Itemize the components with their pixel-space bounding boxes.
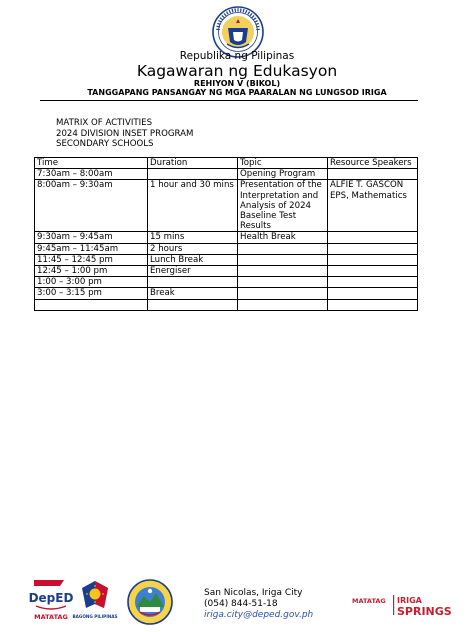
table-cell (328, 288, 418, 299)
header-office: TANGGAPANG PANSANGAY NG MGA PAARALAN NG LUNGSOD IRIGA (87, 88, 387, 97)
table-cell: 1 hour and 30 mins (148, 180, 238, 232)
table-row (35, 254, 418, 265)
table-row (35, 232, 418, 243)
table-cell (328, 243, 418, 254)
table-cell (238, 288, 328, 299)
table-row (35, 277, 418, 288)
table-cell: Health Break (238, 232, 328, 243)
table-cell: Presentation of the Interpretation and Analysis of 2024 Baseline Test Results (238, 180, 328, 232)
table-row (35, 169, 418, 180)
table-cell (238, 243, 328, 254)
table-cell (238, 254, 328, 265)
table-header-cell: Duration (148, 158, 238, 169)
table-cell: Energiser (148, 266, 238, 277)
table-cell (328, 266, 418, 277)
table-cell (328, 232, 418, 243)
table-cell (148, 169, 238, 180)
table-header-cell: Topic (238, 158, 328, 169)
bagong-pilipinas-logo-icon (72, 578, 118, 622)
table-cell: Lunch Break (148, 254, 238, 265)
table-row (35, 180, 418, 232)
table-cell (238, 277, 328, 288)
table-cell: 2 hours (148, 243, 238, 254)
header-region: REHIYON V (BIKOL) (193, 79, 281, 88)
header-divider (40, 100, 418, 101)
table-cell: Opening Program (238, 169, 328, 180)
table-cell: 11:45 – 12:45 pm (35, 254, 148, 265)
matrix-title (56, 118, 193, 150)
header-department: Kagawaran ng Edukasyon (136, 62, 338, 80)
contact-info (204, 588, 313, 621)
table-cell: 12:45 – 1:00 pm (35, 266, 148, 277)
table-cell (328, 254, 418, 265)
deped-logo-text: DepED (28, 591, 74, 605)
table-cell: 7:30am – 8:00am (35, 169, 148, 180)
table-cell: Break (148, 288, 238, 299)
matatag-iriga-springs-logo-icon (352, 592, 452, 618)
table-row (35, 243, 418, 254)
table-cell (238, 266, 328, 277)
springs-city-text: IRIGA (397, 596, 422, 605)
table-header-cell: Time (35, 158, 148, 169)
table-cell (328, 299, 418, 310)
table-cell (148, 277, 238, 288)
deped-logo-icon (30, 578, 72, 622)
table-cell (328, 169, 418, 180)
table-header-row (35, 158, 418, 169)
table-cell (148, 299, 238, 310)
table-cell: 15 mins (148, 232, 238, 243)
address-text: San Nicolas, Iriga City (204, 588, 303, 598)
table-cell (328, 277, 418, 288)
header-republic: Republika ng Pilipinas (179, 50, 295, 62)
table-cell: 9:30am – 9:45am (35, 232, 148, 243)
table-cell: ALFIE T. GASCON EPS, Mathematics (328, 180, 418, 232)
email-link[interactable]: iriga.city@deped.gov.ph (204, 610, 314, 620)
deped-tagline: MATATAG (34, 613, 68, 621)
matrix-title-line: MATRIX OF ACTIVITIES (56, 118, 153, 128)
phone-text: (054) 844-51-18 (204, 599, 278, 609)
activities-table (34, 157, 418, 311)
matrix-title-line: 2024 DIVISION INSET PROGRAM (56, 128, 194, 139)
table-row (35, 299, 418, 310)
table-header-cell: Resource Speakers (328, 158, 418, 169)
table-cell: 1:00 – 3:00 pm (35, 277, 148, 288)
table-cell: 8:00am – 9:30am (35, 180, 148, 232)
springs-brand-text: MATATAG (352, 597, 386, 605)
springs-word-text: SPRINGS (397, 605, 452, 618)
table-cell (35, 299, 148, 310)
table-row (35, 266, 418, 277)
matrix-title-line: SECONDARY SCHOOLS (56, 139, 154, 150)
iriga-city-seal-icon (127, 578, 173, 626)
table-cell: 3:00 – 3:15 pm (35, 288, 148, 299)
table-cell: 9:45am – 11:45am (35, 243, 148, 254)
table-row (35, 288, 418, 299)
bagong-pilipinas-text: BAGONG PILIPINAS (72, 614, 118, 619)
table-cell (238, 299, 328, 310)
